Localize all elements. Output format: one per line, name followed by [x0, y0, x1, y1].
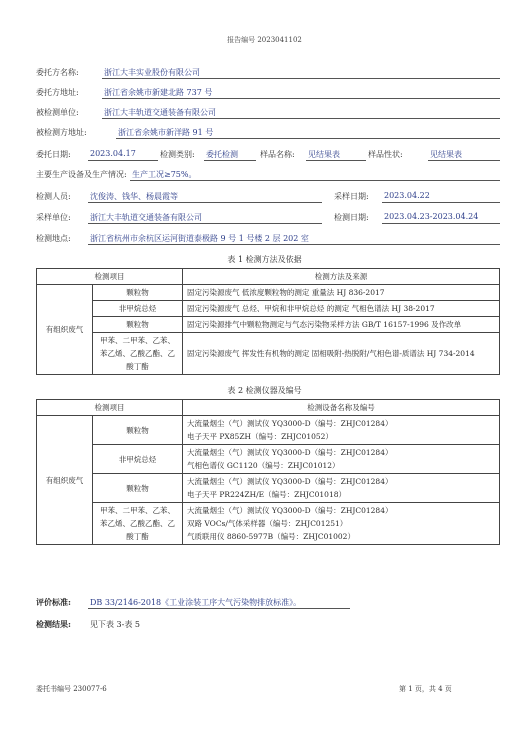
testers-value: 沈俊涛、钱华、杨晨霞等: [90, 192, 178, 201]
device-line: 气质联用仪 8860-5977B（编号：ZHJC01002）: [187, 532, 355, 541]
sampling-date-label: 采样日期:: [334, 192, 369, 201]
device-cell: [183, 445, 500, 474]
results-label: 检测结果:: [36, 619, 71, 629]
group-label: 有组织废气: [45, 325, 84, 334]
item-cell: 颗粒物: [93, 285, 183, 301]
item-cell: 甲苯、二甲苯、乙苯、苯乙烯、乙酸乙酯、乙酸丁酯: [93, 503, 183, 545]
device-line: 双路 VOCs/气体采样器（编号：ZHJC01251）: [187, 519, 348, 528]
commission-date-underline: [88, 160, 158, 161]
test-type-underline: [204, 160, 256, 161]
device-cell: [183, 503, 500, 545]
table-header-row: [37, 400, 500, 416]
device-cell: [183, 416, 500, 445]
table-row: [37, 416, 500, 445]
client-underline: [102, 78, 500, 79]
sample-nature-value: 见结果表: [430, 150, 462, 159]
table-row: [37, 317, 500, 333]
device-line: 电子天平 PX85ZH（编号：ZHJC01052）: [187, 432, 333, 441]
group-cell: [37, 285, 93, 375]
production-value: 生产工况≥75%。: [132, 170, 197, 179]
table-row: [37, 445, 500, 474]
col-header-device: 检测设备名称及编号: [183, 400, 500, 416]
sample-name-label: 样品名称:: [260, 150, 295, 159]
sample-nature-label: 样品性状:: [368, 150, 403, 159]
table2-caption: 表 2 检测仪器及编号: [227, 386, 302, 395]
item-cell: 非甲烷总烃: [93, 301, 183, 317]
table-row: [37, 503, 500, 545]
test-type-label: 检测类别:: [160, 150, 195, 159]
device-cell: [183, 474, 500, 503]
tested-address-value: 浙江省余姚市新洋路 91 号: [118, 128, 214, 137]
tested-unit-label: 被检测单位:: [36, 108, 79, 117]
standard-underline: [88, 608, 350, 609]
sampling-date-underline: [382, 202, 500, 203]
col-header-method: 检测方法及来源: [183, 269, 500, 285]
standard-label: 评价标准:: [36, 597, 71, 607]
tested-address-underline: [116, 138, 500, 139]
client-value: 浙江大丰实业股份有限公司: [104, 68, 200, 77]
test-date-underline: [382, 223, 500, 224]
device-line: 气相色谱仪 GC1120（编号：ZHJC01012）: [187, 461, 340, 470]
sample-name-value: 见结果表: [308, 150, 340, 159]
device-line: 大流量烟尘（气）测试仪 YQ3000-D（编号：ZHJC01284）: [187, 477, 393, 486]
group-cell: [37, 416, 93, 545]
item-cell: 甲苯、二甲苯、乙苯、苯乙烯、乙酸乙酯、乙酸丁酯: [93, 333, 183, 375]
production-underline: [130, 180, 500, 181]
report-number: 报告编号 2023041102: [227, 36, 302, 44]
client-label: 委托方名称:: [36, 68, 79, 77]
methods-table: [36, 268, 500, 375]
sampling-unit-underline: [88, 223, 322, 224]
tested-unit-underline: [102, 118, 500, 119]
sampling-unit-label: 采样单位:: [36, 213, 71, 222]
table-row: [37, 474, 500, 503]
device-line: 大流量烟尘（气）测试仪 YQ3000-D（编号：ZHJC01284）: [187, 448, 393, 457]
sampling-date-value: 2023.04.22: [384, 191, 430, 200]
test-type-value: 委托检测: [206, 150, 238, 159]
test-place-label: 检测地点:: [36, 234, 71, 243]
sample-nature-underline: [428, 160, 500, 161]
sample-name-underline: [306, 160, 366, 161]
sampling-unit-value: 浙江大丰轨道交通装备有限公司: [90, 213, 202, 222]
device-line: 大流量烟尘（气）测试仪 YQ3000-D（编号：ZHJC01284）: [187, 419, 393, 428]
client-address-value: 浙江省余姚市新建北路 737 号: [104, 88, 213, 97]
production-label: 主要生产设备及生产情况:: [36, 170, 127, 179]
col-header-item: 检测项目: [37, 269, 183, 285]
commission-date-label: 委托日期:: [36, 150, 71, 159]
tested-unit-value: 浙江大丰轨道交通装备有限公司: [104, 108, 216, 117]
item-cell: 非甲烷总烃: [93, 445, 183, 474]
group-label: 有组织废气: [45, 475, 84, 485]
method-cell: 固定污染源废气 低浓度颗粒物的测定 重量法 HJ 836-2017: [183, 285, 500, 301]
item-cell: 颗粒物: [93, 474, 183, 503]
testers-underline: [88, 202, 322, 203]
commission-number: 委托书编号 230077-6: [36, 685, 107, 693]
test-place-underline: [88, 244, 500, 245]
device-line: 大流量烟尘（气）测试仪 YQ3000-D（编号：ZHJC01284）: [187, 506, 393, 515]
standard-value: DB 33/2146-2018《工业涂装工序大气污染物排放标准》。: [90, 598, 302, 607]
table1-caption: 表 1 检测方法及依据: [227, 255, 302, 264]
item-cell: 颗粒物: [93, 317, 183, 333]
testers-label: 检测人员:: [36, 192, 71, 201]
test-place-value: 浙江省杭州市余杭区运河街道泰极路 9 号 1 号楼 2 层 202 室: [90, 234, 309, 243]
table-row: [37, 301, 500, 317]
table-header-row: [37, 269, 500, 285]
table-row: [37, 333, 500, 375]
tested-address-label: 被检测方地址:: [36, 128, 87, 137]
results-value: 见下表 3-表 5: [90, 620, 140, 629]
instruments-table: [36, 399, 500, 545]
commission-date-value: 2023.04.17: [90, 149, 136, 158]
item-cell: 颗粒物: [93, 416, 183, 445]
page-number: 第 1 页，共 4 页: [399, 685, 452, 693]
client-address-label: 委托方地址:: [36, 88, 79, 97]
test-date-label: 检测日期:: [334, 213, 369, 222]
test-date-value: 2023.04.23-2023.04.24: [384, 212, 479, 221]
table-row: [37, 285, 500, 301]
client-address-underline: [102, 98, 500, 99]
method-cell: 固定污染源排气中颗粒物测定与气态污染物采样方法 GB/T 16157-1996 及作改单: [183, 317, 500, 333]
method-cell: 固定污染源废气 挥发性有机物的测定 固相吸附-热脱附/气相色谱-质谱法 HJ 734-2014: [183, 333, 500, 375]
device-line: 电子天平 PR224ZH/E（编号：ZHJC01018）: [187, 490, 347, 499]
col-header-item: 检测项目: [37, 400, 183, 416]
method-cell: 固定污染源废气 总烃、甲烷和非甲烷总烃 的测定 气相色谱法 HJ 38-2017: [183, 301, 500, 317]
